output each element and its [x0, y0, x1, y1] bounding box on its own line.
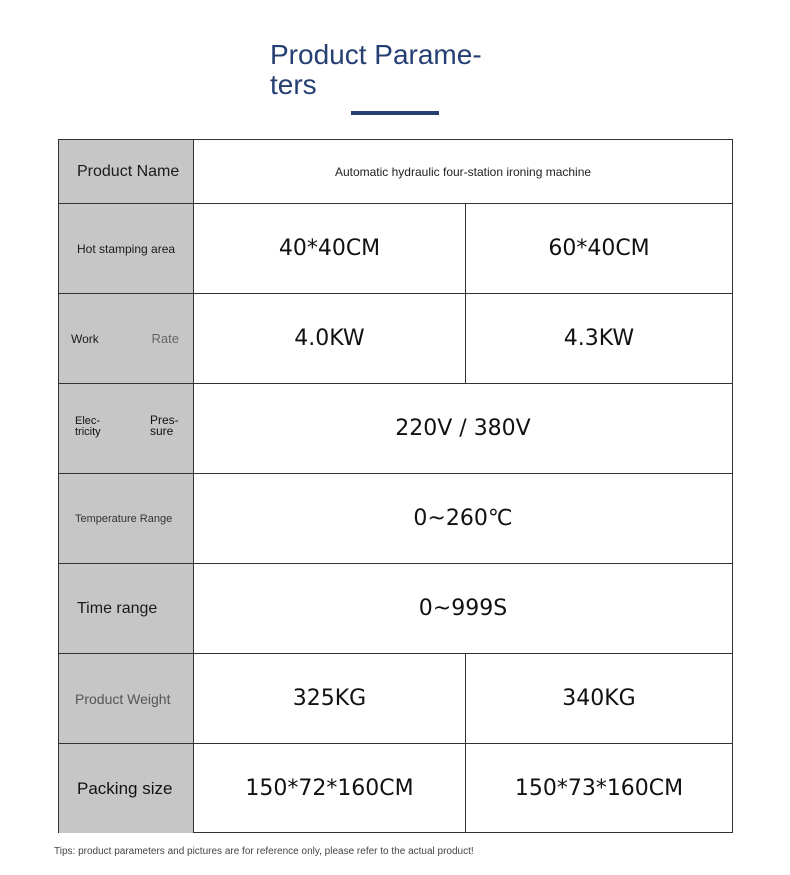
- pressure-label-line-2: sure: [150, 424, 174, 438]
- table-row-packing-size: [59, 744, 732, 833]
- product-weight-value-2: 340KG: [562, 686, 636, 711]
- work-rate-value-1: 4.0KW: [194, 294, 466, 383]
- row-label: [59, 564, 194, 653]
- table-row-time-range: [59, 564, 732, 654]
- work-rate-value-2: 4.3KW: [563, 326, 635, 351]
- table-row-work-rate: [59, 294, 732, 384]
- pressure-label: [150, 415, 190, 437]
- table-row-product-weight: [59, 654, 732, 744]
- product-name-label: Product Name: [77, 162, 180, 180]
- page-title-line-2: ters: [270, 69, 317, 100]
- electricity-label-line-2: tricity: [75, 426, 101, 438]
- row-label: [59, 204, 194, 293]
- table-row-temperature-range: [59, 474, 732, 564]
- row-label: [59, 654, 194, 743]
- pressure-label-line-1: Pres-: [150, 413, 179, 427]
- row-label: [59, 384, 194, 473]
- row-label: [59, 294, 194, 383]
- table-row-hot-stamping-area: [59, 204, 732, 294]
- page-title: [270, 40, 520, 100]
- parameters-table: [58, 139, 733, 833]
- packing-size-value-1: 150*72*160CM: [194, 744, 466, 833]
- row-label: [59, 140, 194, 203]
- work-rate-label-a: Work: [71, 331, 99, 346]
- packing-size-label: Packing size: [77, 778, 173, 798]
- title-underline: [351, 111, 439, 115]
- time-range-label: Time range: [77, 599, 158, 617]
- temperature-range-label: Temperature Range: [75, 512, 173, 525]
- electricity-label: [75, 416, 115, 438]
- hot-stamping-area-value-1: 40*40CM: [194, 204, 466, 293]
- table-row-product-name: [59, 140, 732, 204]
- page-title-line-1: Product Parame-: [270, 39, 482, 70]
- voltage-value: 220V / 380V: [395, 416, 531, 441]
- packing-size-value-2: 150*73*160CM: [514, 776, 684, 801]
- product-weight-value-1: 325KG: [194, 654, 466, 743]
- product-weight-label: Product Weight: [75, 690, 171, 707]
- temperature-range-value: 0~260℃: [413, 506, 513, 531]
- electricity-label-line-1: Elec-: [75, 415, 101, 427]
- product-name-value: Automatic hydraulic four-station ironing machine: [334, 164, 592, 179]
- row-label: [59, 744, 194, 833]
- time-range-value: 0~999S: [418, 596, 508, 621]
- hot-stamping-area-value-2: 60*40CM: [548, 236, 650, 261]
- hot-stamping-area-label: Hot stamping area: [77, 241, 176, 256]
- disclaimer-note: Tips: product parameters and pictures are for reference only, please refer to the actual product!: [54, 846, 474, 857]
- electricity-pressure-label: [59, 384, 193, 473]
- table-row-electricity-pressure: [59, 384, 732, 474]
- row-label: [59, 474, 194, 563]
- work-rate-label-b: Rate: [151, 331, 179, 346]
